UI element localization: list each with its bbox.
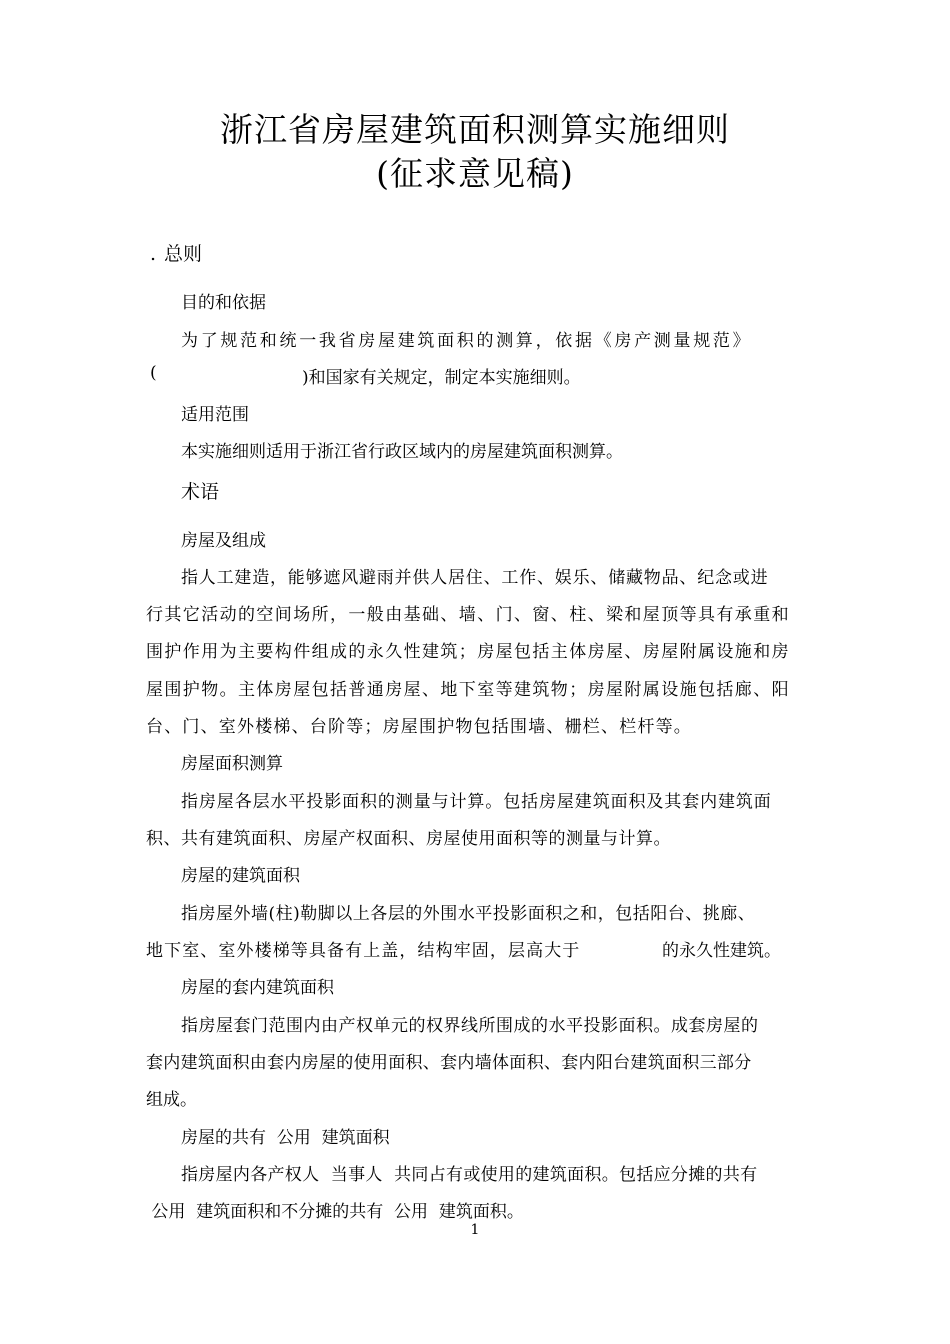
building-area-paragraph-line: 的永久性建筑。 bbox=[662, 941, 781, 961]
house-paragraph-line: 屋围护物。主体房屋包括普通房屋、地下室等建筑物；房屋附属设施包括廊、阳 bbox=[146, 680, 790, 700]
measure-paragraph-line: 指房屋各层水平投影面积的测量与计算。包括房屋建筑面积及其套内建筑面 bbox=[181, 792, 772, 812]
house-paragraph-line: 指人工建造，能够遮风避雨并供人居住、工作、娱乐、储藏物品、纪念或进 bbox=[181, 568, 769, 588]
document-title: 浙江省房屋建筑面积测算实施细则 bbox=[220, 110, 730, 149]
building-area-paragraph-line: 指房屋外墙(柱)勒脚以上各层的外围水平投影面积之和，包括阳台、挑廊、 bbox=[181, 904, 756, 924]
purpose-heading: 目的和依据 bbox=[181, 293, 266, 313]
unit-area-paragraph-line: 指房屋套门范围内由产权单元的权界线所围成的水平投影面积。成套房屋的 bbox=[181, 1016, 759, 1036]
measure-paragraph-line: 积、共有建筑面积、房屋产权面积、房屋使用面积等的测量与计算。 bbox=[146, 829, 671, 849]
shared-area-paragraph-line: 公用 建筑面积和不分摊的共有 公用 建筑面积。 bbox=[146, 1202, 524, 1222]
shared-area-paragraph-line: 指房屋内各产权人 当事人 共同占有或使用的建筑面积。包括应分摊的共有 bbox=[181, 1165, 758, 1185]
section-marker: . bbox=[150, 243, 165, 265]
scope-paragraph-line: 本实施细则适用于浙江省行政区域内的房屋建筑面积测算。 bbox=[181, 442, 623, 462]
page-number: 1 bbox=[470, 1222, 480, 1238]
house-heading: 房屋及组成 bbox=[181, 531, 266, 551]
section-general bbox=[150, 239, 202, 266]
section-general-label: 总则 bbox=[164, 243, 203, 265]
house-paragraph-line: 台、门、室外楼梯、台阶等；房屋围护物包括围墙、栅栏、栏杆等。 bbox=[146, 717, 692, 737]
house-paragraph-line: 围护作用为主要构件组成的永久性建筑；房屋包括主体房屋、房屋附属设施和房 bbox=[146, 642, 790, 662]
building-area-heading: 房屋的建筑面积 bbox=[181, 866, 300, 886]
bracket-open: ( bbox=[150, 363, 157, 383]
purpose-paragraph-line: 为了规范和统一我省房屋建筑面积的测算，依据《房产测量规范》 bbox=[181, 331, 753, 351]
unit-area-heading: 房屋的套内建筑面积 bbox=[181, 978, 334, 998]
shared-area-heading: 房屋的共有 公用 建筑面积 bbox=[181, 1128, 390, 1148]
section-terms: 术语 bbox=[181, 481, 220, 503]
scope-heading: 适用范围 bbox=[181, 405, 249, 425]
purpose-paragraph-line bbox=[150, 363, 157, 383]
unit-area-paragraph-line: 组成。 bbox=[146, 1090, 197, 1110]
building-area-paragraph-line: 地下室、室外楼梯等具备有上盖，结构牢固，层高大于 bbox=[146, 941, 581, 961]
purpose-paragraph-line: )和国家有关规定，制定本实施细则。 bbox=[302, 368, 581, 388]
unit-area-paragraph-line: 套内建筑面积由套内房屋的使用面积、套内墙体面积、套内阳台建筑面积三部分 bbox=[146, 1053, 752, 1073]
measure-heading: 房屋面积测算 bbox=[181, 754, 283, 774]
document-subtitle: (征求意见稿) bbox=[376, 154, 574, 193]
house-paragraph-line: 行其它活动的空间场所，一般由基础、墙、门、窗、柱、梁和屋顶等具有承重和 bbox=[146, 605, 790, 625]
